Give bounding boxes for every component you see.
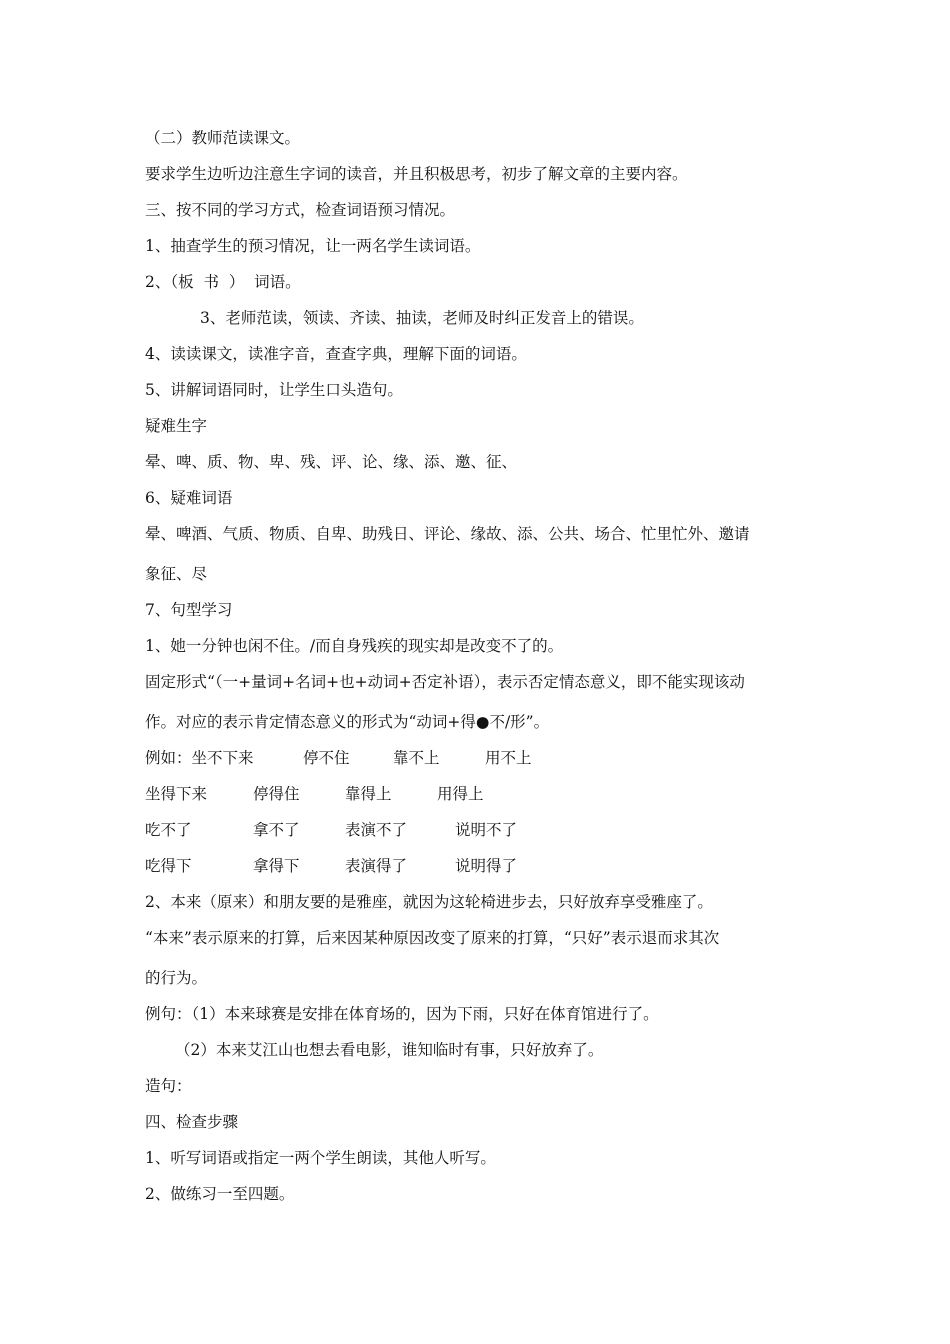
- example-row: [145, 856, 517, 876]
- text-line: 作。对应的表示肯定情态意义的形式为“动词+得●不/形”。: [145, 713, 550, 731]
- text-line: 2、做练习一至四题。: [145, 1185, 295, 1203]
- text-line: 2、本来（原来）和朋友要的是雅座，就因为这轮椅进步去，只好放弃享受雅座了。: [145, 893, 713, 911]
- example-cell: 说明不了: [455, 821, 518, 839]
- example-cell: 表演得了: [345, 857, 408, 875]
- text-line: 1、抽查学生的预习情况，让一两名学生读词语。: [145, 237, 481, 255]
- example-cell: 用不上: [485, 749, 532, 767]
- example-row: [145, 784, 484, 804]
- text-line: 要求学生边听边注意生字词的读音，并且积极思考，初步了解文章的主要内容。: [145, 165, 688, 183]
- example-row: [145, 820, 517, 840]
- example-row: [145, 748, 532, 768]
- example-cell: 停不住: [303, 749, 350, 767]
- text-line: 三、按不同的学习方式，检查词语预习情况。: [145, 201, 456, 219]
- example-cell: 坐得下来: [145, 785, 208, 803]
- text-line: 疑难生字: [145, 417, 208, 435]
- text-line: 1、听写词语或指定一两个学生朗读，其他人听写。: [145, 1149, 496, 1167]
- example-cell: 拿得下: [253, 857, 300, 875]
- text-line: “本来”表示原来的打算，后来因某种原因改变了原来的打算，“只好”表示退而求其次: [145, 929, 720, 947]
- example-cell: 例如：坐不下来: [145, 749, 254, 767]
- example-cell: 停得住: [253, 785, 300, 803]
- text-line: （2）本来艾江山也想去看电影，谁知临时有事，只好放弃了。: [175, 1041, 604, 1059]
- text-line: 6、疑难词语: [145, 489, 233, 507]
- example-cell: 用得上: [437, 785, 484, 803]
- text-line: 2、（板 书 ） 词语。: [145, 273, 301, 291]
- example-cell: 吃得下: [145, 857, 192, 875]
- text-line: 四、检查步骤: [145, 1113, 239, 1131]
- example-cell: 说明得了: [455, 857, 518, 875]
- text-line: 的行为。: [145, 969, 208, 987]
- text-line: 象征、尽: [145, 565, 208, 583]
- text-line: 造句：: [145, 1077, 192, 1095]
- text-line: 固定形式“（一+量词+名词+也+动词+否定补语），表示否定情态意义，即不能实现该动: [145, 673, 745, 691]
- example-cell: 表演不了: [345, 821, 408, 839]
- example-cell: 拿不了: [253, 821, 300, 839]
- text-line: 3、老师范读，领读、齐读、抽读，老师及时纠正发音上的错误。: [200, 309, 644, 327]
- example-cell: 靠不上: [393, 749, 440, 767]
- text-line: 例句：（1）本来球赛是安排在体育场的，因为下雨，只好在体育馆进行了。: [145, 1005, 659, 1023]
- example-cell: 靠得上: [345, 785, 392, 803]
- example-cell: 吃不了: [145, 821, 192, 839]
- text-line: 晕、啤酒、气质、物质、自卑、助残日、评论、缘故、添、公共、场合、忙里忙外、邀请: [145, 525, 750, 543]
- text-line: 1、她一分钟也闲不住。/而自身残疾的现实却是改变不了的。: [145, 637, 564, 655]
- text-line: 7、句型学习: [145, 601, 233, 619]
- text-line: 5、讲解词语同时，让学生口头造句。: [145, 381, 403, 399]
- text-line: 晕、啤、质、物、卑、残、评、论、缘、添、邀、征、: [145, 453, 518, 471]
- text-line: （二）教师范读课文。: [145, 129, 301, 147]
- text-line: 4、读读课文，读准字音，查查字典，理解下面的词语。: [145, 345, 527, 363]
